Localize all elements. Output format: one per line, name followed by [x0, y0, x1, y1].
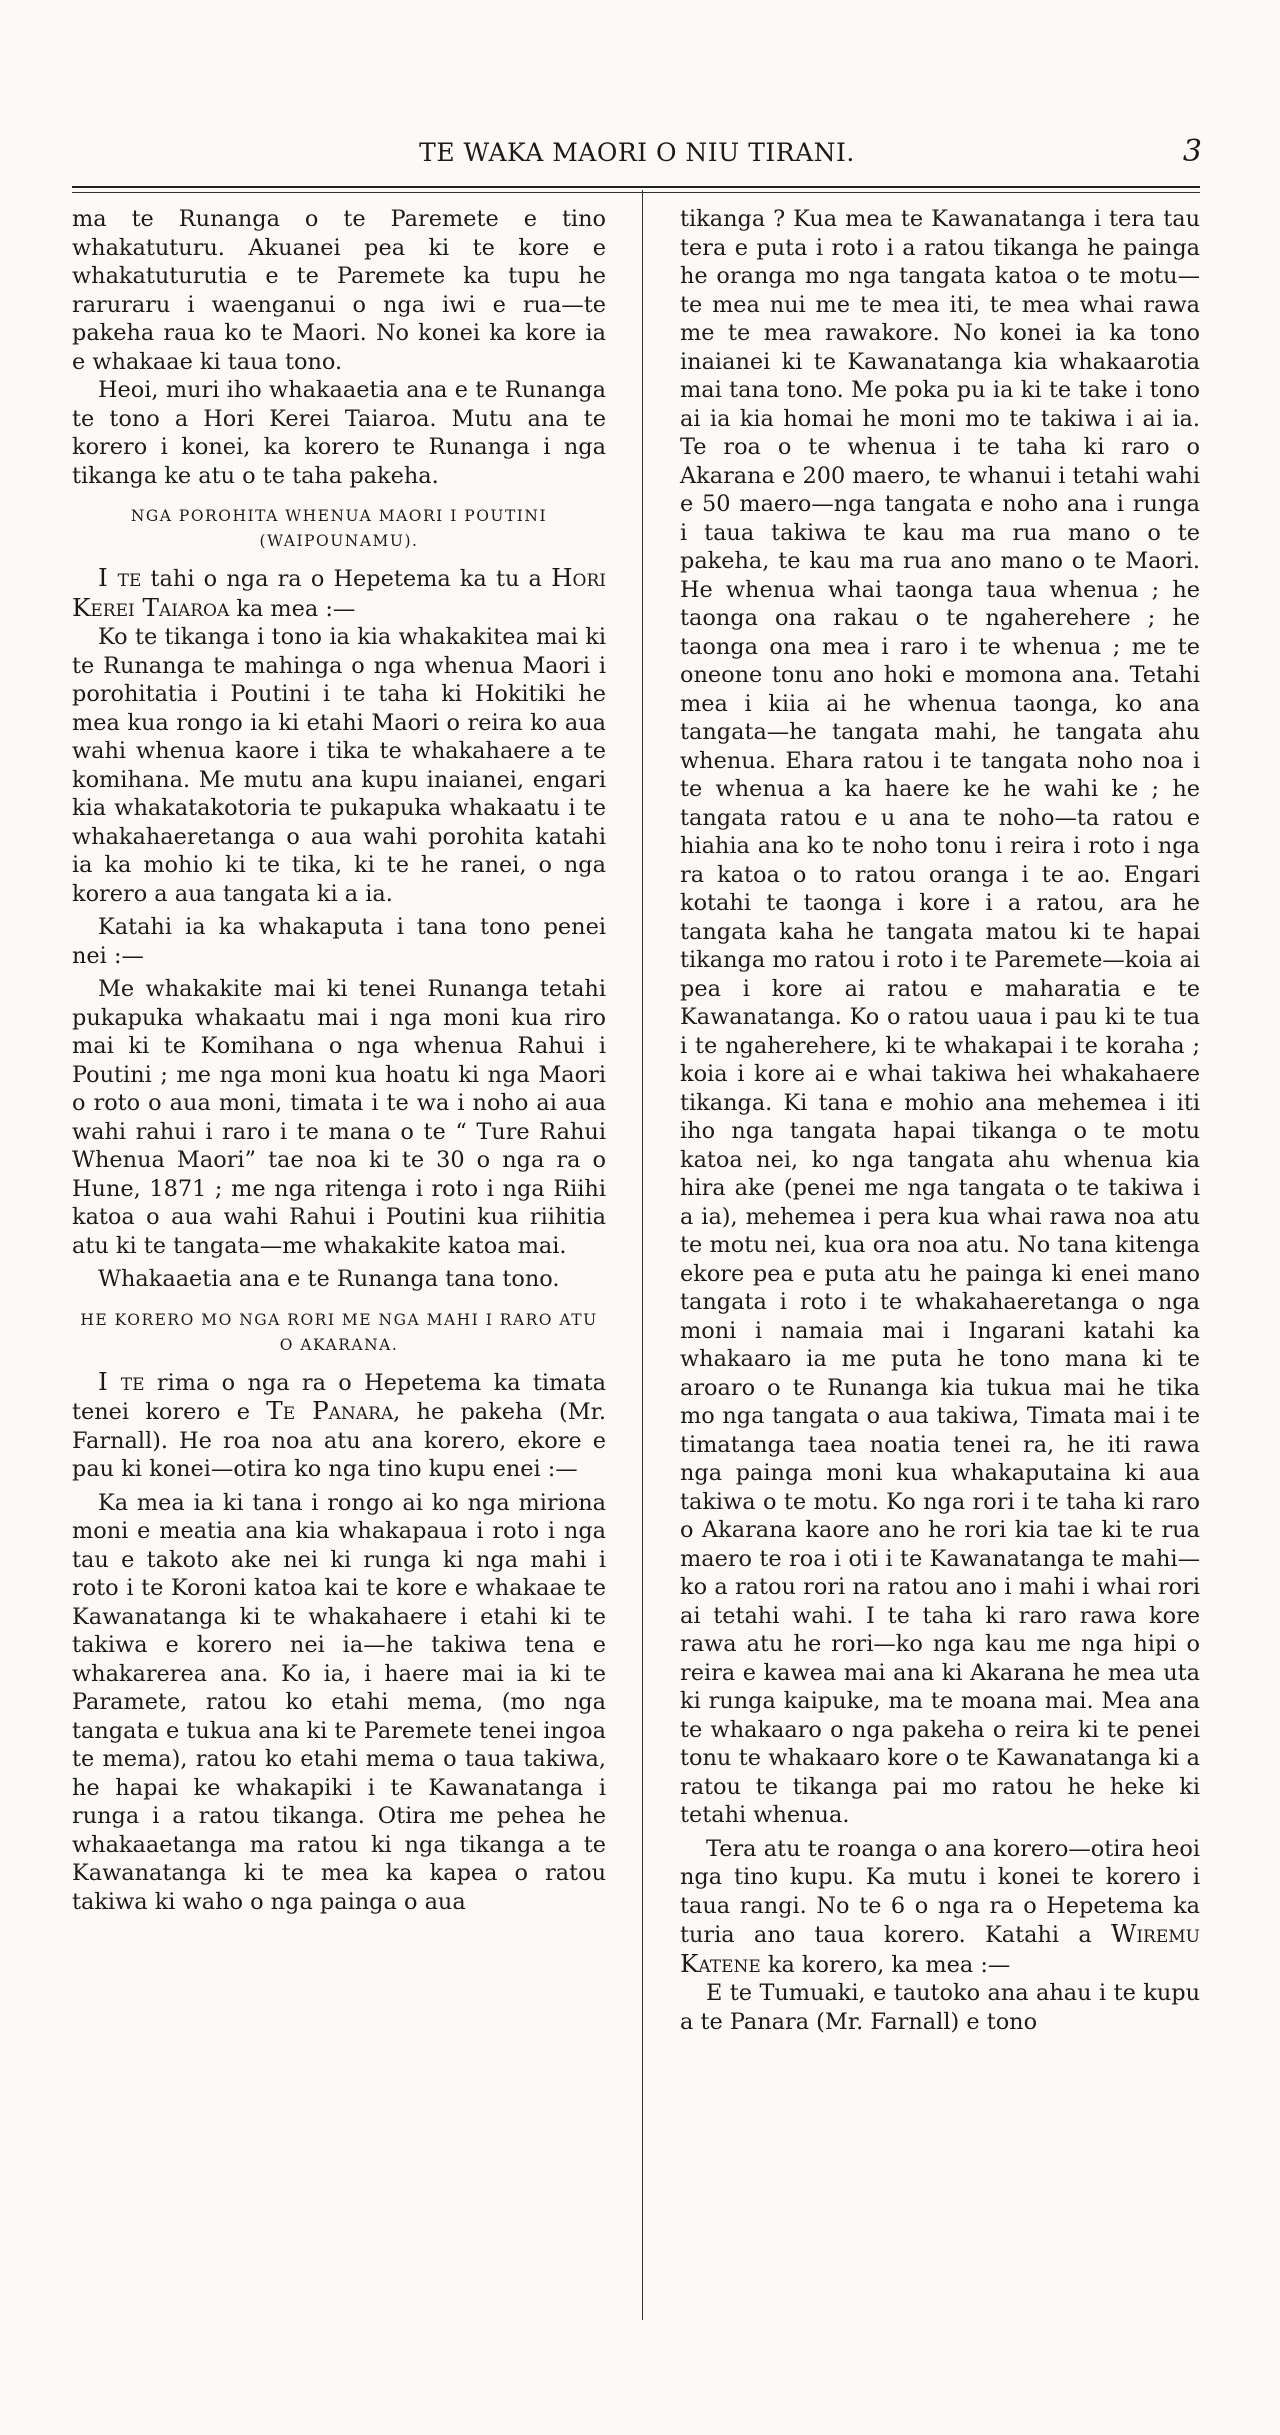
header-rule — [72, 186, 1200, 188]
text-run: Tera atu te roanga o ana korero—otira heoi nga tino kupu. Ka mutu i konei te korero i taua rangi. No te 6 o nga ra o Hepetema ka turia ano taua korero. Katahi a — [680, 1835, 1200, 1948]
paragraph: ma te Runanga o te Paremete e tino whakatuturu. Akuanei pea ki te kore e whakatuturutia e te Paremete ka tupu he raruraru i waenganui o nga iwi e rua—te pakeha raua ko te Maori. No konei ka kore ia e whakaae ki taua tono. — [72, 206, 606, 375]
page-number: 3 — [1182, 134, 1202, 169]
speaker-name: Wiremu Katene — [680, 1919, 1200, 1978]
paragraph: Katahi ia ka whakaputa i tana tono penei nei :— — [72, 914, 606, 969]
right-column — [680, 205, 1200, 2036]
text-run: rima o nga ra o Hepetema ka timata tenei korero e — [72, 1369, 606, 1425]
text-run: tahi o nga ra o Hepetema ka tu a — [141, 566, 552, 592]
header-rule-thin — [72, 192, 1200, 193]
page-header — [72, 134, 1202, 178]
masthead-title: TE WAKA MAORI O NIU TIRANI. — [419, 138, 855, 167]
section-heading: NGA POROHITA WHENUA MAORI I POUTINI (WAIPOUNAMU). — [130, 507, 548, 550]
speaker-name: Te Panara — [266, 1396, 394, 1425]
lead-words: I te — [98, 1366, 145, 1396]
speaker-name: Hori Kerei Taiaroa — [72, 563, 607, 622]
left-column — [72, 205, 606, 1916]
paragraph — [680, 1835, 1200, 1980]
text-run: ka mea :— — [229, 595, 356, 622]
text-run: ka korero, ka mea :— — [760, 1951, 1011, 1978]
paragraph: Ka mea ia ki tana i rongo ai ko nga miriona moni e meatia ana kia whakapaua i roto i nga tau e takoto ake nei ki runga ki nga mahi i roto i te Koroni katoa kai te kore e whakaae te Kawanatanga ki te whakahaere i etahi ki te takiwa e korero nei ia—he takiwa tena e whakarerea ana. Ko ia, i haere mai ia ki te Paramete, ratou ko etahi mema, (mo nga tangata e tukua ana ki te Paremete tenei ingoa te mema), ratou ko etahi mema o taua takiwa, he hapai ke whakapiki i te Kawanatanga i runga i a ratou tikanga. Otira me pehea he whakaaetanga ma ratou ki nga tikanga a te Kawanatanga ki te mea ka kapea o ratou takiwa ki waho o nga painga o aua — [72, 1489, 606, 1915]
paragraph: Me whakakite mai ki tenei Runanga tetahi pukapuka whakaatu mai i nga moni kua riro mai ki te Komihana o nga whenua Rahui i Poutini ; me nga moni kua hoatu ki nga Maori o roto o aua moni, timata i te wa i noho ai aua wahi rahui i raro i te mana o te “ Ture Rahui Whenua Maori” tae noa ki te 30 o nga ra o Hune, 1871 ; me nga ritenga i roto i nga Riihi katoa o aua wahi Rahui i Poutini kua riihitia atu ki te tangata—me whakakite katoa mai. — [72, 976, 606, 1259]
text-run: , he pakeha (Mr. Farnall). He roa noa atu ana korero, ekore e pau ki konei—otira ko nga tino kupu enei :— — [72, 1399, 606, 1482]
lead-words: I te — [98, 563, 142, 592]
paragraph: Whakaaetia ana e te Runanga tana tono. — [98, 1266, 560, 1292]
paragraph: Ko te tikanga i tono ia kia whakakitea mai ki te Runanga te mahinga o nga whenua Maori i porohitatia i Poutini i te taha ki Hokitiki he mea kua rongo ia ki etahi Maori o reira ko aua wahi whenua kaore i tika te whakahaere a te komihana. Me mutu ana kupu inaianei, engari kia whakatakotoria te pukapuka whakaatu i te whakahaeretanga o aua wahi porohita katahi ia ka mohio ki te tika, ki te he ranei, o nga korero a aua tangata ki a ia. — [72, 624, 606, 907]
section-heading: HE KORERO MO NGA RORI ME NGA MAHI I RARO ATU O AKARANA. — [80, 1310, 598, 1354]
paragraph: tikanga ? Kua mea te Kawanatanga i tera tau tera e puta i roto i a ratou tikanga he painga he oranga mo nga tangata katoa o te motu—te mea nui me te mea iti, te mea whai rawa me te mea rawakore. No konei ia ka tono inaianei ki te Kawanatanga kia whakaarotia mai tana tono. Me poka pu ia ki te take i tono ai ia kia homai he moni mo te takiwa i ai ia. Te roa o te whenua i te taha ki raro o Akarana e 200 maero, te whanui i tetahi wahi e 50 maero—nga tangata e noho ana i runga i taua takiwa te kau ma rua mano o te pakeha, te kau ma rua ano mano o te Maori. He whenua whai taonga taua whenua ; he taonga ona rakau o te ngaherehere ; he taonga ona mea i raro i te whenua ; me te oneone tonu ano hoki e momona ana. Tetahi mea i kiia ai he whenua taonga, ko ana tangata—he tangata mahi, he tangata ahu whenua. Ehara ratou i te tangata noho noa i te whenua a ka haere ke he wahi ke ; he tangata ratou e u ana te noho—ta ratou e hiahia ana ko te noho tonu i reira i roto i nga ra katoa o to ratou oranga i te ao. Engari kotahi te taonga i kore i a ratou, ara he tangata kaha he tangata matou ki te hapai tikanga mo ratou i roto i te Paremete—koia ai pea i kore ai ratou e maharatia e te Kawanatanga. Ko o ratou uaua i pau ki te tua i te ngaherehere, ki te whakapai i te koraha ; koia i kore ai e whai takiwa hei whakahaere tikanga. Ki tana e mohio ana mehemea i iti iho nga tangata hapai tikanga o te motu katoa nei, ko nga tangata ahu whenua kia hira ake (penei me nga tangata o te takiwa i a ia), mehemea i pera kua whai rawa noa atu te motu nei, kua ora noa atu. No tana kitenga ekore pea e puta atu he painga ki enei mano tangata i roto i te whakahaeretanga o nga moni i namaia mai i Ingarani katahi ka whakaaro ia me puta he tono mana ki te aroaro o te Runanga kia tukua mai he tika mo nga tangata o aua takiwa, Timata mai i te timatanga taea noatia tenei ra, he iti rawa nga painga moni kua whakaputaina ki aua takiwa o te motu. Ko nga rori i te taha ki raro o Akarana kaore ano he rori kia tae ki te rua maero te roa i oti i te Kawanatanga te mahi—ko a ratou rori na ratou ano i mahi i whai rori ai tetahi wahi. I te taha ki raro rawa kore rawa atu he rori—ko nga kau me nga hipi o reira e kawea mai ana ki Akarana he mea uta ki runga kaipuke, ma te moana mai. Mea ana te whakaaro o nga pakeha o reira ki te penei tonu te whakaaro kore o te Kawanatanga ki a ratou te tikanga pai mo ratou he heke ki tetahi whenua. — [680, 206, 1200, 1828]
paragraph: Heoi, muri iho whakaaetia ana e te Runanga te tono a Hori Kerei Taiaroa. Mutu ana te korero i konei, ka korero te Runanga i nga tikanga ke atu o te taha pakeha. — [72, 377, 606, 489]
paragraph: E te Tumuaki, e tautoko ana ahau i te kupu a te Panara (Mr. Farnall) e tono — [680, 1980, 1200, 2035]
column-divider — [642, 190, 643, 2320]
paragraph — [72, 1368, 606, 1484]
paragraph — [72, 564, 606, 623]
